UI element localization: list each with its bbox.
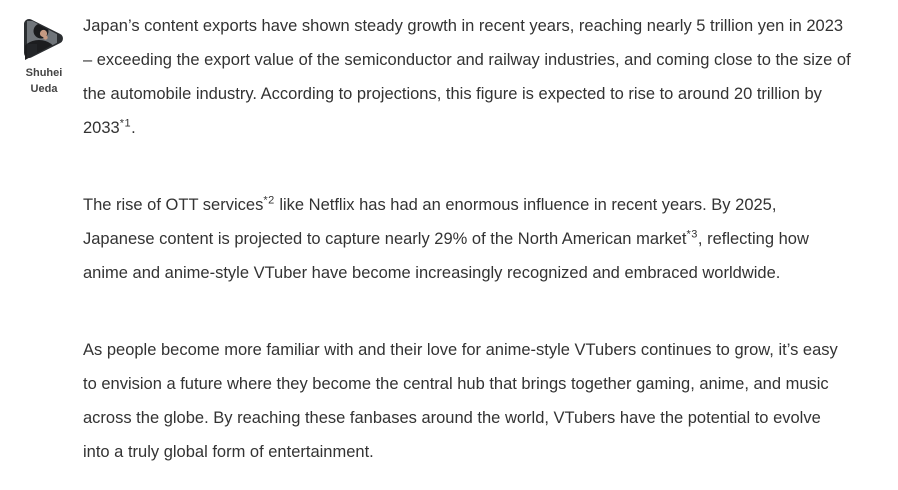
text-segment: Japanese content is projected to capture nearly 29% of the North American market (83, 230, 687, 248)
author-first-name: Shuhei (25, 67, 63, 79)
author-name (16, 65, 72, 97)
paragraph (83, 333, 883, 469)
text-segment: 2033 (83, 119, 120, 137)
text-line (83, 111, 883, 145)
play-triangle-avatar-icon (20, 14, 68, 63)
text-line (83, 401, 883, 435)
footnote-ref: *2 (263, 194, 275, 207)
text-line (83, 435, 883, 469)
text-segment: Japan’s content exports have shown steady growth in recent years, reaching nearly 5 trillion yen in 2023 (83, 17, 844, 35)
text-line (83, 9, 883, 43)
text-segment: . (131, 119, 136, 137)
article-text (83, 9, 883, 490)
text-segment: anime and anime-style VTuber have become increasingly recognized and embraced worldwide. (83, 264, 781, 282)
text-line (83, 222, 883, 256)
text-segment: As people become more familiar with and their love for anime-style VTubers continues to grow, it’s easy (83, 341, 838, 359)
avatar (20, 14, 68, 63)
text-segment: – exceeding the export value of the semiconductor and railway industries, and coming close to the size of (83, 51, 851, 69)
author-last-name: Ueda (30, 83, 58, 95)
text-line (83, 256, 883, 290)
text-line (83, 367, 883, 401)
text-segment: across the globe. By reaching these fanbases around the world, VTubers have the potential to evolve (83, 409, 821, 427)
text-line (83, 333, 883, 367)
author-block (16, 14, 72, 97)
text-line (83, 43, 883, 77)
text-segment: like Netflix has had an enormous influence in recent years. By 2025, (274, 196, 777, 214)
text-segment: the automobile industry. According to projections, this figure is expected to rise to around 20 trillion by (83, 85, 822, 103)
text-line (83, 77, 883, 111)
footnote-ref: *3 (686, 228, 698, 241)
text-line (83, 188, 883, 222)
text-segment: , reflecting how (697, 230, 809, 248)
paragraph (83, 9, 883, 145)
paragraph (83, 188, 883, 290)
text-segment: into a truly global form of entertainment. (83, 443, 374, 461)
text-segment: to envision a future where they become the central hub that brings together gaming, anime, and music (83, 375, 829, 393)
text-segment: The rise of OTT services (83, 196, 264, 214)
footnote-ref: *1 (119, 117, 132, 130)
